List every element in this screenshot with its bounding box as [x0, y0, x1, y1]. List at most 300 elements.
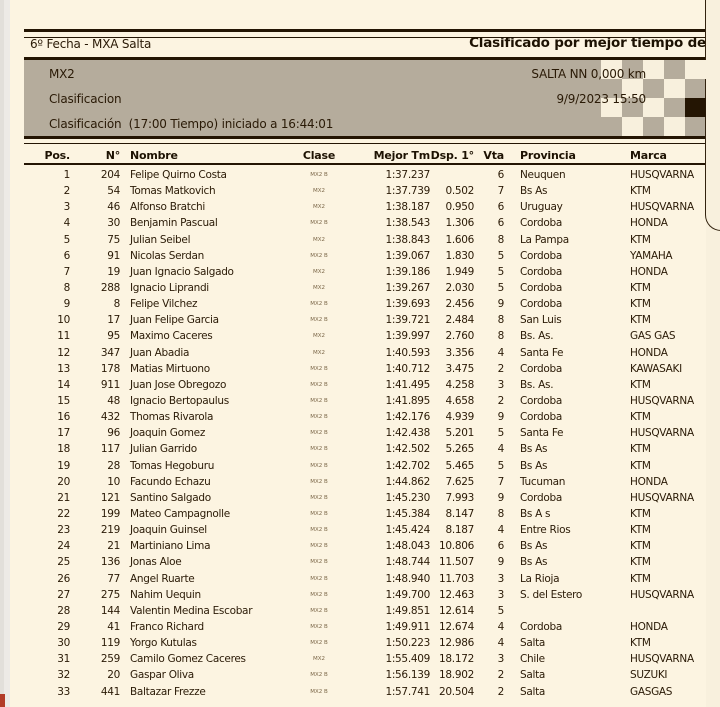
cell-gap: 0.950 — [445, 201, 474, 214]
cell-laps: 9 — [497, 411, 504, 424]
cell-laps: 7 — [497, 185, 504, 198]
cell-name: Juan Felipe Garcia — [130, 314, 219, 327]
cell-laps: 7 — [497, 475, 504, 488]
cell-class: MX2 — [312, 656, 325, 663]
cell-number: 136 — [100, 556, 120, 569]
cell-gap: 12.463 — [439, 588, 474, 601]
table-row — [30, 183, 706, 199]
cell-pos: 26 — [57, 572, 70, 585]
table-row — [30, 296, 706, 312]
cell-class: MX2 B — [310, 511, 328, 518]
table-row — [30, 651, 706, 667]
table-row — [30, 248, 706, 264]
cell-province: Santa Fe — [520, 346, 564, 359]
table-row — [30, 522, 706, 538]
cell-brand: KTM — [630, 282, 651, 295]
cell-gap: 3.475 — [445, 362, 474, 375]
table-row — [30, 441, 706, 457]
cell-province: Cordoba — [520, 217, 562, 230]
cell-brand: KTM — [630, 572, 651, 585]
class-label: MX2 — [49, 67, 75, 81]
cell-brand: HUSQVARNA — [630, 201, 694, 214]
table-row — [30, 667, 706, 683]
cell-name: Baltazar Frezze — [130, 685, 206, 698]
cell-best-time: 1:38.543 — [385, 217, 430, 230]
cell-name: Julian Garrido — [130, 443, 197, 456]
cell-name: Juan Abadia — [130, 346, 190, 359]
cell-best-time: 1:39.186 — [385, 265, 430, 278]
cell-laps: 8 — [497, 314, 504, 327]
cell-number: 432 — [100, 411, 120, 424]
cell-gap: 7.625 — [445, 475, 474, 488]
cell-number: 347 — [100, 346, 120, 359]
cell-class: MX2 B — [310, 672, 328, 679]
cell-province: Bs As — [520, 540, 548, 553]
cell-laps: 5 — [497, 427, 504, 440]
cell-pos: 27 — [57, 588, 70, 601]
cell-class: MX2 B — [310, 494, 328, 501]
cell-name: Joaquin Guinsel — [130, 524, 207, 537]
cell-best-time: 1:38.187 — [385, 201, 430, 214]
cell-number: 75 — [107, 233, 120, 246]
cell-pos: 14 — [57, 378, 70, 391]
cell-province: Cordoba — [520, 249, 562, 262]
table-row — [30, 215, 706, 231]
cell-number: 259 — [100, 653, 120, 666]
cell-gap: 18.902 — [439, 669, 474, 682]
cell-province: Bs. As. — [520, 378, 554, 391]
cell-best-time: 1:37.739 — [385, 185, 430, 198]
col-header-pos: Pos. — [44, 148, 70, 162]
cell-brand: KTM — [630, 185, 651, 198]
cell-class: MX2 B — [310, 640, 328, 647]
cell-pos: 31 — [57, 653, 70, 666]
cell-class: MX2 B — [310, 575, 328, 582]
cell-laps: 4 — [497, 346, 504, 359]
cell-province: Bs. As. — [520, 330, 554, 343]
cell-pos: 32 — [57, 669, 70, 682]
cell-brand: KTM — [630, 524, 651, 537]
cell-class: MX2 — [312, 268, 325, 275]
cell-pos: 5 — [63, 233, 70, 246]
cell-number: 91 — [107, 249, 120, 262]
cell-gap: 12.986 — [439, 637, 474, 650]
cell-province: Santa Fe — [520, 427, 564, 440]
cell-class: MX2 B — [310, 252, 328, 259]
table-row — [30, 328, 706, 344]
cell-class: MX2 B — [310, 624, 328, 630]
cell-number: 911 — [100, 378, 120, 391]
cell-gap: 10.806 — [439, 540, 474, 553]
cell-name: Jonas Aloe — [130, 556, 182, 569]
cell-name: Ignacio Liprandi — [130, 282, 209, 295]
cell-number: 10 — [107, 475, 120, 488]
cell-brand: KTM — [630, 298, 651, 311]
cell-brand: KTM — [630, 556, 651, 569]
cell-brand: KTM — [630, 411, 651, 424]
cell-province: Cordoba — [520, 411, 562, 424]
table-header — [30, 147, 706, 163]
cell-province: Uruguay — [520, 201, 563, 214]
cell-number: 121 — [100, 491, 120, 504]
cell-best-time: 1:39.693 — [385, 298, 430, 311]
cell-gap: 4.939 — [445, 411, 474, 424]
cell-class: MX2 B — [310, 446, 328, 453]
cell-province: Bs As — [520, 443, 548, 456]
cell-best-time: 1:45.424 — [385, 524, 430, 537]
cell-brand: KTM — [630, 314, 651, 327]
cell-number: 20 — [107, 669, 120, 682]
col-header-name: Nombre — [130, 148, 178, 162]
cell-name: Facundo Echazu — [130, 475, 211, 488]
cell-name: Juan Ignacio Salgado — [130, 265, 234, 278]
table-row — [30, 506, 706, 522]
cell-pos: 8 — [63, 282, 70, 295]
cell-province: Bs As — [520, 459, 548, 472]
cell-laps: 6 — [497, 540, 504, 553]
cell-number: 96 — [107, 427, 120, 440]
cell-brand: KTM — [630, 378, 651, 391]
cell-pos: 30 — [57, 637, 70, 650]
cell-brand: HONDA — [630, 217, 668, 230]
cell-number: 41 — [107, 621, 120, 633]
table-row — [30, 393, 706, 409]
cell-brand: HUSQVARNA — [630, 491, 694, 504]
cell-class: MX2 B — [310, 688, 328, 695]
cell-class: MX2 B — [310, 478, 328, 485]
cell-class: MX2 — [312, 285, 325, 292]
cell-class: MX2 B — [310, 414, 328, 421]
cell-pos: 11 — [57, 330, 70, 343]
cell-laps: 5 — [497, 459, 504, 472]
cell-best-time: 1:56.139 — [385, 669, 430, 682]
session-label: Clasificacion — [49, 92, 122, 106]
cell-laps: 4 — [497, 524, 504, 537]
cell-number: 8 — [113, 298, 120, 311]
cell-number: 117 — [100, 443, 120, 456]
cell-gap: 7.993 — [445, 491, 474, 504]
cell-gap: 11.703 — [439, 572, 474, 585]
cell-province: Neuquen — [520, 169, 566, 182]
cell-pos: 24 — [57, 540, 70, 553]
cell-pos: 16 — [57, 411, 70, 424]
cell-brand: HONDA — [630, 346, 668, 359]
cell-name: Felipe Quirno Costa — [130, 169, 227, 182]
cell-pos: 18 — [57, 443, 70, 456]
table-row — [30, 232, 706, 248]
cell-gap: 8.187 — [445, 524, 474, 537]
cell-best-time: 1:42.702 — [385, 459, 430, 472]
cell-pos: 1 — [63, 169, 70, 182]
cell-number: 77 — [107, 572, 120, 585]
table-row — [30, 361, 706, 377]
event-info-band — [24, 57, 706, 139]
cell-province: Cordoba — [520, 265, 562, 278]
cell-number: 46 — [107, 201, 120, 214]
cell-number: 19 — [107, 265, 120, 278]
cell-brand: KAWASAKI — [630, 362, 682, 375]
cell-class: MX2 — [312, 204, 325, 211]
cell-best-time: 1:39.721 — [385, 314, 430, 327]
cell-pos: 13 — [57, 362, 70, 375]
cell-class: MX2 B — [310, 591, 328, 598]
cell-province: Salta — [520, 637, 546, 650]
cell-gap: 2.030 — [445, 282, 474, 295]
cell-province: Cordoba — [520, 282, 562, 295]
cell-province: Cordoba — [520, 298, 562, 311]
cell-laps: 6 — [497, 201, 504, 214]
cell-laps: 3 — [497, 588, 504, 601]
cell-province: Chile — [520, 653, 545, 666]
cell-province: Bs As — [520, 556, 548, 569]
cell-pos: 3 — [63, 201, 70, 214]
cell-province: Salta — [520, 669, 546, 682]
cell-name: Camilo Gomez Caceres — [130, 653, 246, 666]
cell-best-time: 1:42.176 — [385, 411, 430, 424]
cell-pos: 29 — [57, 621, 70, 633]
cell-province: S. del Estero — [520, 588, 583, 601]
cell-gap: 11.507 — [439, 556, 474, 569]
cell-best-time: 1:48.744 — [385, 556, 430, 569]
cell-brand: KTM — [630, 233, 651, 246]
cell-pos: 17 — [57, 427, 70, 440]
cell-best-time: 1:42.502 — [385, 443, 430, 456]
cell-class: MX2 B — [310, 172, 328, 179]
table-row — [30, 571, 706, 587]
cell-name: Tomas Hegoburu — [130, 459, 215, 472]
cell-best-time: 1:40.712 — [385, 362, 430, 375]
col-header-besttime: Mejor Tm — [373, 148, 430, 162]
cell-laps: 9 — [497, 556, 504, 569]
cell-best-time: 1:49.700 — [385, 588, 430, 601]
col-header-class: Clase — [302, 148, 336, 162]
cell-pos: 25 — [57, 556, 70, 569]
cell-best-time: 1:41.495 — [385, 378, 430, 391]
cell-number: 275 — [100, 588, 120, 601]
cell-name: Benjamin Pascual — [130, 217, 218, 230]
cell-laps: 6 — [497, 217, 504, 230]
cell-province: Salta — [520, 685, 546, 698]
cell-pos: 28 — [57, 604, 70, 617]
cell-laps: 9 — [497, 491, 504, 504]
table-row — [30, 425, 706, 441]
cell-pos: 9 — [63, 298, 70, 311]
cell-brand: HUSQVARNA — [630, 427, 694, 440]
table-row — [30, 377, 706, 393]
table-row — [30, 490, 706, 506]
cell-name: Julian Seibel — [130, 233, 191, 246]
session-detail-label: Clasificación (17:00 Tiempo) iniciado a 16:44:01 — [49, 117, 334, 131]
cell-pos: 7 — [63, 265, 70, 278]
cell-laps: 8 — [497, 233, 504, 246]
cell-province: La Rioja — [520, 572, 560, 585]
cell-name: Santino Salgado — [130, 491, 211, 504]
cell-brand: KTM — [630, 540, 651, 553]
cell-brand: KTM — [630, 637, 651, 650]
cell-best-time: 1:55.409 — [385, 653, 430, 666]
cell-best-time: 1:48.940 — [385, 572, 430, 585]
cell-name: Valentin Medina Escobar — [130, 604, 253, 617]
cell-pos: 22 — [57, 508, 70, 521]
cell-laps: 3 — [497, 572, 504, 585]
cell-best-time: 1:42.438 — [385, 427, 430, 440]
cell-number: 144 — [100, 604, 120, 617]
table-header-rule — [24, 163, 706, 165]
cell-brand: HUSQVARNA — [630, 395, 694, 408]
cell-gap: 1.949 — [445, 265, 474, 278]
cell-name: Franco Richard — [130, 621, 204, 633]
cell-brand: HONDA — [630, 265, 668, 278]
cell-best-time: 1:41.895 — [385, 395, 430, 408]
cell-name: Mateo Campagnolle — [130, 508, 230, 521]
cell-brand: HONDA — [630, 621, 668, 633]
cell-province: Cordoba — [520, 621, 562, 633]
cell-province: Cordoba — [520, 491, 562, 504]
cell-brand: KTM — [630, 508, 651, 521]
cell-class: MX2 B — [310, 559, 328, 566]
table-row — [30, 199, 706, 215]
cell-class: MX2 B — [310, 527, 328, 534]
cell-laps: 5 — [497, 282, 504, 295]
cell-laps: 3 — [497, 653, 504, 666]
cell-class: MX2 B — [310, 301, 328, 308]
results-table — [30, 167, 706, 700]
cell-best-time: 1:44.862 — [385, 475, 430, 488]
cell-laps: 2 — [497, 362, 504, 375]
red-edge-mark — [0, 694, 5, 707]
cell-name: Joaquin Gomez — [130, 427, 206, 440]
cell-pos: 6 — [63, 249, 70, 262]
cell-name: Alfonso Bratchi — [130, 201, 206, 214]
report-title: Clasificado por mejor tiempo de — [469, 35, 706, 51]
cell-pos: 15 — [57, 395, 70, 408]
cell-number: 204 — [100, 169, 120, 182]
table-row — [30, 474, 706, 490]
cell-pos: 12 — [57, 346, 70, 359]
table-row — [30, 409, 706, 425]
cell-laps: 9 — [497, 298, 504, 311]
cell-class: MX2 — [312, 188, 325, 195]
cell-number: 21 — [107, 540, 120, 553]
cell-gap: 1.606 — [445, 233, 474, 246]
cell-number: 119 — [100, 637, 120, 650]
cell-best-time: 1:37.237 — [385, 169, 430, 182]
cell-brand: HUSQVARNA — [630, 653, 694, 666]
cell-best-time: 1:40.593 — [385, 346, 430, 359]
cell-laps: 6 — [497, 169, 504, 182]
datetime-label: 9/9/2023 15:50 — [556, 92, 646, 106]
cell-laps: 5 — [497, 265, 504, 278]
cell-province: Cordoba — [520, 362, 562, 375]
cell-gap: 12.614 — [439, 604, 474, 617]
cell-pos: 21 — [57, 491, 70, 504]
cell-name: Yorgo Kutulas — [130, 637, 197, 650]
col-header-brand: Marca — [630, 148, 667, 162]
table-row — [30, 458, 706, 474]
cell-number: 48 — [107, 395, 120, 408]
cell-gap: 18.172 — [439, 653, 474, 666]
cell-brand: HUSQVARNA — [630, 588, 694, 601]
table-row — [30, 345, 706, 361]
cell-province: San Luis — [520, 314, 562, 327]
title-row — [10, 35, 706, 55]
cell-name: Matias Mirtuono — [130, 362, 210, 375]
cell-number: 54 — [107, 185, 120, 198]
cell-province: Bs As — [520, 185, 548, 198]
cell-gap: 4.658 — [445, 395, 474, 408]
cell-gap: 8.147 — [445, 508, 474, 521]
table-row — [30, 619, 706, 635]
cell-class: MX2 B — [310, 607, 328, 614]
col-header-province: Provincia — [520, 148, 576, 162]
cell-number: 441 — [100, 685, 120, 698]
cell-name: Thomas Rivarola — [130, 411, 214, 424]
table-row — [30, 603, 706, 619]
cell-gap: 0.502 — [445, 185, 474, 198]
cell-best-time: 1:39.067 — [385, 249, 430, 262]
cell-brand: GASGAS — [630, 685, 673, 698]
cell-gap: 5.465 — [445, 459, 474, 472]
cell-pos: 33 — [57, 685, 70, 698]
cell-class: MX2 B — [310, 317, 328, 324]
cell-laps: 4 — [497, 443, 504, 456]
cell-gap: 4.258 — [445, 378, 474, 391]
cell-number: 30 — [107, 217, 120, 230]
cell-gap: 12.674 — [439, 621, 474, 633]
cell-class: MX2 B — [310, 220, 328, 227]
table-row — [30, 264, 706, 280]
cell-laps: 2 — [497, 685, 504, 698]
cell-best-time: 1:39.267 — [385, 282, 430, 295]
cell-number: 28 — [107, 459, 120, 472]
event-info-inner — [24, 60, 706, 138]
cell-name: Gaspar Oliva — [130, 669, 194, 682]
cell-province: Cordoba — [520, 395, 562, 408]
cell-number: 95 — [107, 330, 120, 343]
cell-number: 178 — [100, 362, 120, 375]
cell-name: Maximo Caceres — [130, 330, 213, 343]
cell-name: Nahim Uequin — [130, 588, 201, 601]
cell-best-time: 1:49.911 — [385, 621, 430, 633]
cell-best-time: 1:57.741 — [385, 685, 430, 698]
cell-laps: 3 — [497, 378, 504, 391]
cell-pos: 23 — [57, 524, 70, 537]
cell-name: Nicolas Serdan — [130, 249, 204, 262]
cell-laps: 2 — [497, 669, 504, 682]
cell-class: MX2 — [312, 349, 325, 356]
cell-name: Felipe Vilchez — [130, 298, 198, 311]
cell-class: MX2 B — [310, 381, 328, 388]
cell-laps: 8 — [497, 330, 504, 343]
cell-province: Tucuman — [520, 475, 566, 488]
cell-laps: 4 — [497, 637, 504, 650]
cell-class: MX2 B — [310, 365, 328, 372]
cell-laps: 4 — [497, 621, 504, 633]
cell-class: MX2 — [312, 236, 325, 243]
cell-brand: SUZUKI — [630, 669, 668, 682]
cell-best-time: 1:48.043 — [385, 540, 430, 553]
table-row — [30, 684, 706, 700]
col-header-gap: Dsp. 1° — [430, 148, 474, 162]
cell-number: 219 — [100, 524, 120, 537]
cell-pos: 20 — [57, 475, 70, 488]
cell-brand: KTM — [630, 459, 651, 472]
band-underline-rule — [24, 143, 706, 144]
cell-brand: YAMAHA — [630, 249, 673, 262]
table-row — [30, 312, 706, 328]
cell-province: Bs A s — [520, 508, 551, 521]
cell-pos: 10 — [57, 314, 70, 327]
